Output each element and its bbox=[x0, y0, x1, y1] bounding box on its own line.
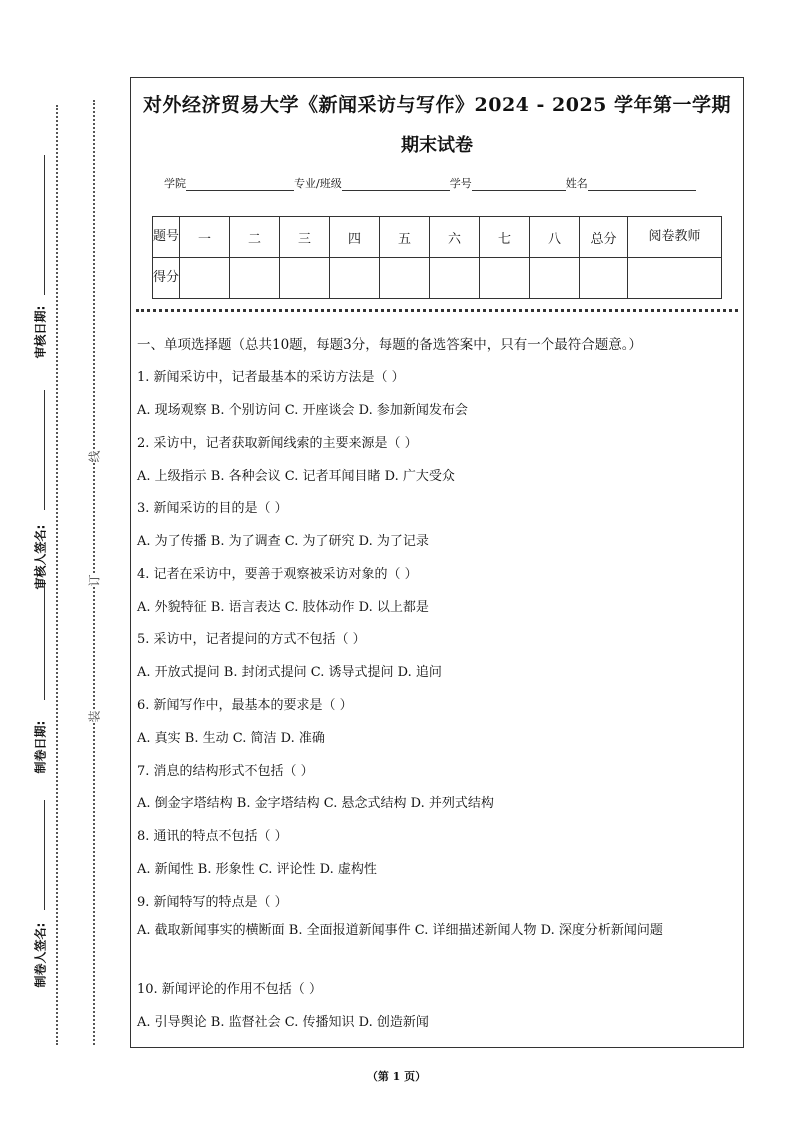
score-cell[interactable] bbox=[430, 258, 480, 299]
major-label: 专业/班级 bbox=[294, 177, 342, 190]
score-cell[interactable] bbox=[530, 258, 580, 299]
page-number: （第 1 页） bbox=[366, 1070, 427, 1083]
student-info-row bbox=[164, 175, 696, 191]
reviewer-sign-underline bbox=[44, 390, 45, 510]
score-cell[interactable] bbox=[380, 258, 430, 299]
options-10: A. 引导舆论 B. 监督社会 C. 传播知识 D. 创造新闻 bbox=[137, 1015, 429, 1030]
col-1: 一 bbox=[180, 217, 230, 258]
name-field[interactable] bbox=[588, 178, 696, 191]
maker-sign-underline bbox=[44, 800, 45, 910]
teacher-label: 阅卷教师 bbox=[628, 217, 722, 258]
maker-sign-label: 制卷人签名: bbox=[33, 922, 48, 988]
question-3: 3. 新闻采访的目的是（ ） bbox=[137, 501, 288, 516]
make-date-underline bbox=[44, 580, 45, 700]
score-cell[interactable] bbox=[230, 258, 280, 299]
student-id-field[interactable] bbox=[472, 178, 566, 191]
col-4: 四 bbox=[330, 217, 380, 258]
dotted-divider bbox=[136, 309, 738, 314]
col-5: 五 bbox=[380, 217, 430, 258]
make-date-label: 制卷日期: bbox=[33, 720, 48, 774]
college-label: 学院 bbox=[164, 177, 186, 190]
binding-dotted-line-inner bbox=[93, 100, 95, 1045]
college-field[interactable] bbox=[186, 178, 294, 191]
question-1: 1. 新闻采访中，记者最基本的采访方法是（ ） bbox=[137, 370, 405, 385]
question-4: 4. 记者在采访中，要善于观察被采访对象的（ ） bbox=[137, 567, 418, 582]
reviewer-sign-label: 审核人签名: bbox=[33, 524, 48, 590]
question-9: 9. 新闻特写的特点是（ ） bbox=[137, 895, 288, 910]
binding-dotted-line-outer bbox=[56, 105, 58, 1045]
score-cell[interactable] bbox=[180, 258, 230, 299]
major-field[interactable] bbox=[342, 178, 450, 191]
order-char: 订 bbox=[87, 574, 102, 587]
options-8: A. 新闻性 B. 形象性 C. 评论性 D. 虚构性 bbox=[137, 862, 377, 877]
review-date-underline bbox=[44, 155, 45, 295]
question-number-label: 题号 bbox=[153, 217, 180, 258]
score-cell[interactable] bbox=[480, 258, 530, 299]
options-3: A. 为了传播 B. 为了调查 C. 为了研究 D. 为了记录 bbox=[137, 534, 429, 549]
options-2: A. 上级指示 B. 各种会议 C. 记者耳闻目睹 D. 广大受众 bbox=[137, 469, 455, 484]
col-2: 二 bbox=[230, 217, 280, 258]
question-2: 2. 采访中，记者获取新闻线索的主要来源是（ ） bbox=[137, 436, 418, 451]
question-10: 10. 新闻评论的作用不包括（ ） bbox=[137, 982, 322, 997]
options-1: A. 现场观察 B. 个别访问 C. 开座谈会 D. 参加新闻发布会 bbox=[137, 403, 468, 418]
question-5: 5. 采访中，记者提问的方式不包括（ ） bbox=[137, 632, 366, 647]
col-6: 六 bbox=[430, 217, 480, 258]
col-7: 七 bbox=[480, 217, 530, 258]
question-8: 8. 通讯的特点不包括（ ） bbox=[137, 829, 288, 844]
teacher-cell[interactable] bbox=[628, 258, 722, 299]
options-9: A. 截取新闻事实的横断面 B. 全面报道新闻事件 C. 详细描述新闻人物 D. 深度分析新闻问题 bbox=[137, 923, 663, 938]
score-table-header-row bbox=[153, 217, 722, 258]
score-table-score-row bbox=[153, 258, 722, 299]
line-char: 线 bbox=[87, 450, 102, 463]
page-title: 对外经济贸易大学《新闻采访与写作》2024 - 2025 学年第一学期 bbox=[143, 94, 731, 116]
review-date-label: 审核日期: bbox=[33, 305, 48, 359]
total-label: 总分 bbox=[580, 217, 628, 258]
score-cell[interactable] bbox=[280, 258, 330, 299]
page-subtitle: 期末试卷 bbox=[401, 135, 473, 156]
options-5: A. 开放式提问 B. 封闭式提问 C. 诱导式提问 D. 追问 bbox=[137, 665, 442, 680]
question-6: 6. 新闻写作中，最基本的要求是（ ） bbox=[137, 698, 353, 713]
question-7: 7. 消息的结构形式不包括（ ） bbox=[137, 764, 314, 779]
score-table bbox=[152, 216, 722, 299]
total-cell[interactable] bbox=[580, 258, 628, 299]
options-6: A. 真实 B. 生动 C. 简洁 D. 准确 bbox=[137, 731, 325, 746]
col-3: 三 bbox=[280, 217, 330, 258]
student-id-label: 学号 bbox=[449, 177, 472, 190]
section-heading: 一、单项选择题（总共10题，每题3分，每题的备选答案中，只有一个最符合题意。） bbox=[137, 337, 643, 353]
score-label: 得分 bbox=[153, 258, 180, 299]
bind-char: 装 bbox=[87, 710, 102, 723]
options-7: A. 倒金字塔结构 B. 金字塔结构 C. 悬念式结构 D. 并列式结构 bbox=[137, 796, 494, 811]
options-4: A. 外貌特征 B. 语言表达 C. 肢体动作 D. 以上都是 bbox=[137, 600, 429, 615]
exam-frame bbox=[130, 77, 744, 1048]
score-cell[interactable] bbox=[330, 258, 380, 299]
name-label: 姓名 bbox=[565, 177, 588, 190]
col-8: 八 bbox=[530, 217, 580, 258]
